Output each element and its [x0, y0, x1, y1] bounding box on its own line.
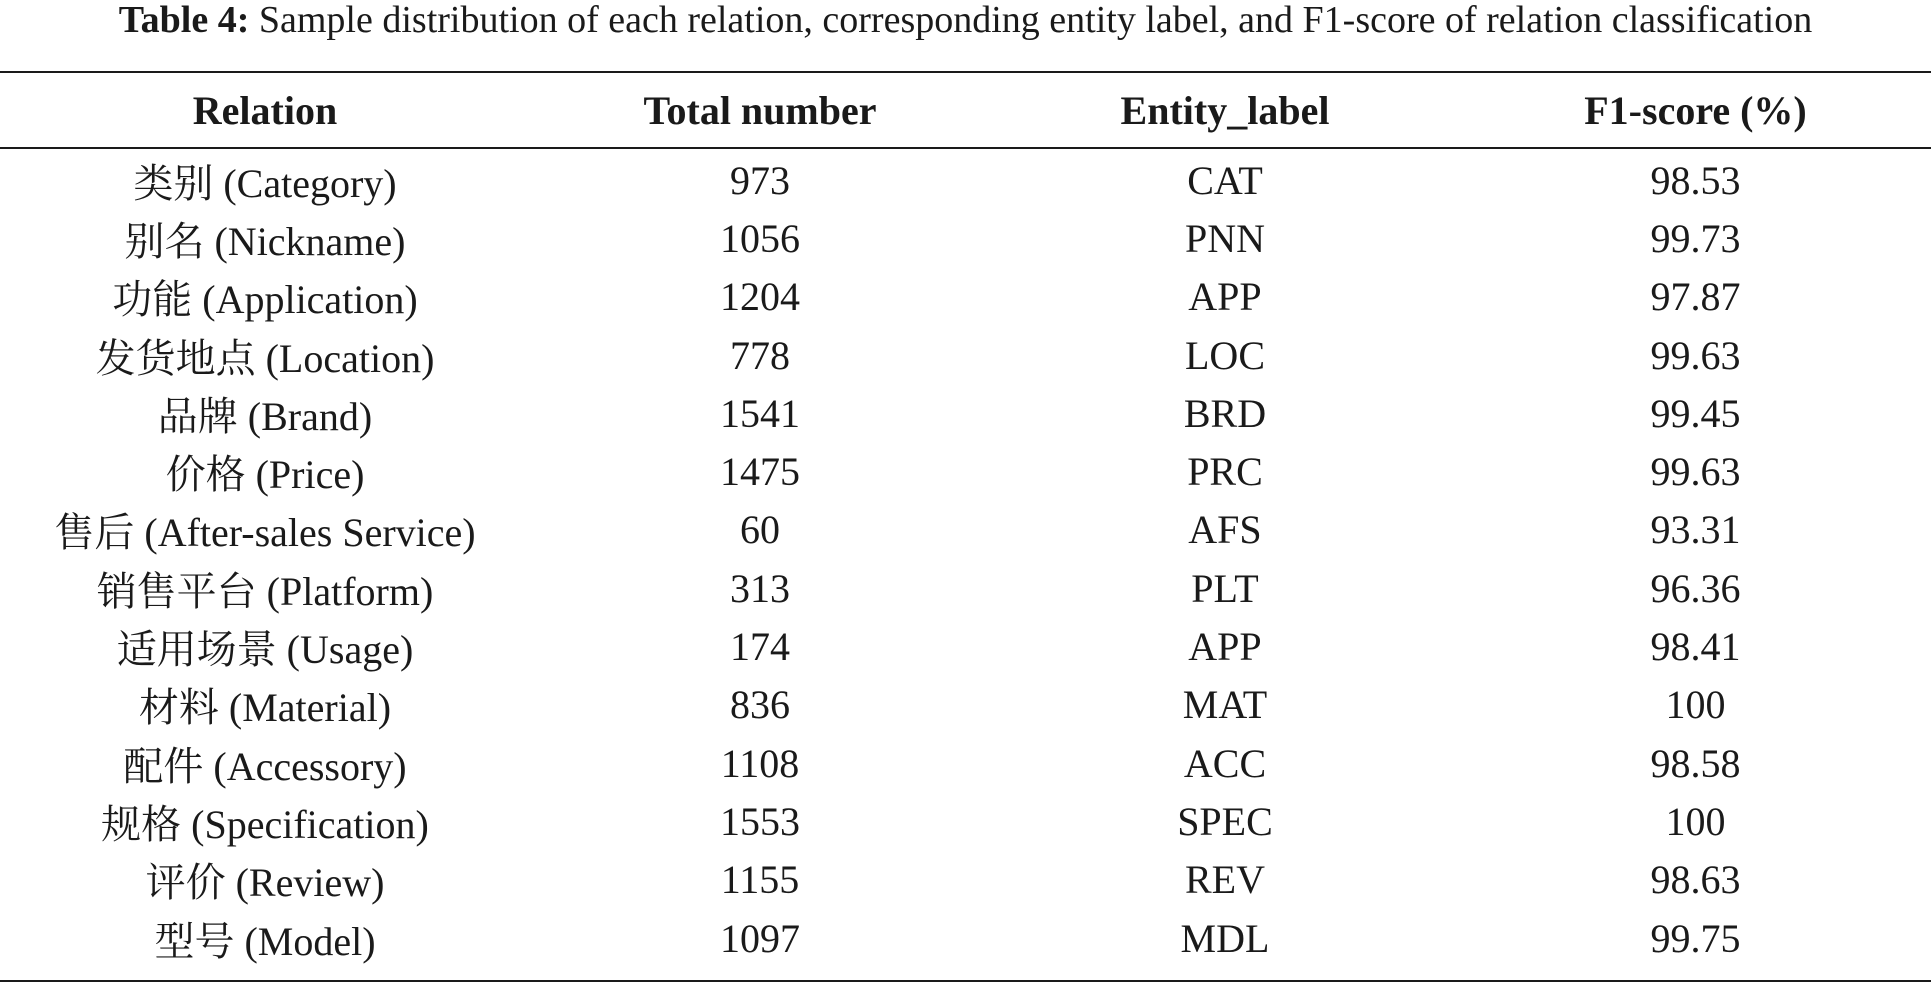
cell-f1: 99.75 — [1650, 915, 1741, 961]
cell-relation: 销售平台 (Platform) — [96, 568, 434, 614]
cell-total: 778 — [730, 332, 790, 378]
header-total-number: Total number — [643, 87, 877, 133]
table-row — [0, 851, 1931, 909]
table-row — [0, 147, 1931, 209]
cell-total: 1155 — [720, 857, 800, 903]
cell-entity-label: APP — [1188, 274, 1262, 320]
cell-total: 174 — [730, 624, 790, 670]
table-row — [0, 792, 1931, 850]
table-row — [0, 442, 1931, 500]
cell-relation: 型号 (Model) — [154, 918, 376, 964]
table-row — [0, 617, 1931, 675]
cell-relation: 售后 (After-sales Service) — [54, 510, 476, 556]
cell-relation: 评价 (Review) — [145, 860, 385, 906]
cell-f1: 97.87 — [1650, 274, 1741, 320]
cell-f1: 99.63 — [1650, 449, 1741, 495]
table-row — [0, 209, 1931, 267]
cell-relation: 适用场景 (Usage) — [116, 627, 414, 673]
cell-entity-label: PNN — [1184, 215, 1266, 261]
cell-f1: 93.31 — [1650, 507, 1741, 553]
cell-f1: 98.53 — [1650, 157, 1741, 203]
cell-entity-label: ACC — [1183, 740, 1267, 786]
cell-relation: 配件 (Accessory) — [123, 743, 407, 789]
cell-f1: 99.73 — [1650, 215, 1741, 261]
cell-f1: 100 — [1665, 682, 1726, 728]
cell-f1: 99.45 — [1650, 390, 1741, 436]
cell-entity-label: BRD — [1183, 390, 1267, 436]
cell-relation: 发货地点 (Location) — [95, 335, 435, 381]
cell-total: 1056 — [720, 215, 800, 261]
cell-total: 1475 — [720, 449, 800, 495]
cell-entity-label: APP — [1188, 624, 1262, 670]
cell-entity-label: MDL — [1180, 915, 1270, 961]
table-row — [0, 384, 1931, 442]
cell-entity-label: REV — [1185, 857, 1265, 903]
table-row — [0, 676, 1931, 734]
cell-relation: 功能 (Application) — [112, 277, 418, 323]
header-row — [0, 73, 1931, 147]
caption-text: Sample distribution of each relation, corresponding entity label, and F1-score of relation classification — [249, 0, 1813, 41]
cell-entity-label: AFS — [1188, 507, 1262, 553]
cell-entity-label: MAT — [1182, 682, 1268, 728]
cell-entity-label: PRC — [1187, 449, 1263, 495]
header-relation: Relation — [192, 87, 338, 133]
cell-entity-label: CAT — [1187, 157, 1263, 203]
cell-f1: 99.63 — [1650, 332, 1741, 378]
cell-total: 1204 — [720, 274, 800, 320]
cell-relation: 别名 (Nickname) — [124, 218, 406, 264]
cell-total: 1541 — [720, 390, 800, 436]
bottom-rule — [0, 980, 1931, 982]
table-row — [0, 734, 1931, 792]
relation-table — [0, 73, 1931, 967]
cell-total: 973 — [730, 157, 790, 203]
cell-relation: 材料 (Material) — [138, 685, 392, 731]
table-row — [0, 909, 1931, 967]
cell-relation: 品牌 (Brand) — [157, 393, 373, 439]
table-row — [0, 501, 1931, 559]
cell-total: 1553 — [720, 798, 800, 844]
table-row — [0, 559, 1931, 617]
header-f1-score: F1-score (%) — [1584, 87, 1807, 133]
table-row — [0, 268, 1931, 326]
cell-f1: 98.41 — [1650, 624, 1741, 670]
cell-f1: 96.36 — [1650, 565, 1741, 611]
table-row — [0, 326, 1931, 384]
cell-total: 836 — [730, 682, 790, 728]
cell-entity-label: SPEC — [1177, 798, 1273, 844]
cell-f1: 98.63 — [1650, 857, 1741, 903]
cell-entity-label: PLT — [1191, 565, 1259, 611]
cell-total: 60 — [740, 507, 780, 553]
header-entity-label: Entity_label — [1120, 87, 1330, 133]
cell-relation: 价格 (Price) — [165, 452, 365, 498]
cell-total: 1097 — [720, 915, 800, 961]
caption-label: Table 4: — [118, 0, 250, 41]
cell-total: 313 — [730, 565, 790, 611]
cell-f1: 98.58 — [1650, 740, 1741, 786]
cell-relation: 规格 (Specification) — [101, 801, 429, 847]
cell-f1: 100 — [1665, 798, 1726, 844]
cell-total: 1108 — [720, 740, 800, 786]
cell-entity-label: LOC — [1185, 332, 1265, 378]
cell-relation: 类别 (Category) — [133, 160, 397, 206]
table-caption — [0, 0, 1931, 44]
